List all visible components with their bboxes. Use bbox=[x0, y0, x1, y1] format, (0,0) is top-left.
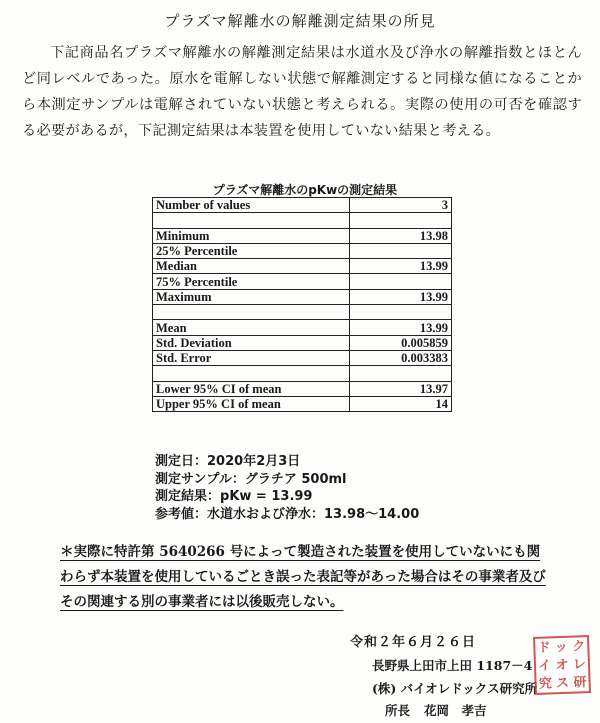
table-cell-value bbox=[350, 274, 452, 289]
representative-title: 所長 bbox=[385, 703, 411, 718]
table-cell-label: Number of values bbox=[153, 198, 350, 213]
seal-character: 究 bbox=[538, 675, 553, 692]
table-cell-value bbox=[350, 243, 452, 258]
table-cell-value: 0.003383 bbox=[350, 350, 452, 365]
sales-notice bbox=[60, 540, 550, 615]
table-row bbox=[153, 305, 452, 320]
measurement-info bbox=[155, 453, 419, 523]
table-cell-label: Median bbox=[153, 259, 350, 274]
table-caption: プラズマ解離水のpKwの測定結果 bbox=[212, 183, 398, 197]
table-cell-label: Std. Error bbox=[153, 350, 350, 365]
representative bbox=[385, 701, 487, 719]
table-cell-value: 13.99 bbox=[350, 320, 452, 335]
findings-paragraph: 下記商品名プラズマ解離水の解離測定結果は水道水及び浄水の解離指数とほとんど同レベルであった。原水を電解しない状態で解離測定すると同様な値になることから本測定サンプルは電解されていない状態と考えられる。実際の使用の可否を確認する必要があるが，下記測定結果は本装置を使用していない結果と考える。 bbox=[22, 45, 582, 139]
seal-character: オ bbox=[555, 657, 569, 673]
table-row bbox=[153, 289, 452, 304]
table-row bbox=[153, 320, 452, 335]
table-cell-value: 13.97 bbox=[350, 381, 452, 396]
table-cell-value: 13.99 bbox=[350, 259, 452, 274]
company-address: 長野県上田市上田 1187－4 bbox=[372, 658, 533, 673]
company-name: (株) バイオレドックス研究所 bbox=[372, 681, 538, 696]
table-cell-label: Lower 95% CI of mean bbox=[153, 381, 350, 396]
reference-value-label: 参考値： bbox=[155, 506, 208, 522]
table-cell-label bbox=[153, 366, 350, 381]
table-row bbox=[153, 366, 452, 381]
table-cell-label bbox=[153, 305, 350, 320]
table-cell-label bbox=[153, 213, 350, 228]
table-row bbox=[153, 335, 452, 350]
seal-character: ッ bbox=[554, 639, 569, 655]
measurement-result-label: 測定結果： bbox=[155, 489, 221, 504]
table-cell-label: Std. Deviation bbox=[153, 335, 350, 350]
measurement-sample-label: 測定サンプル： bbox=[155, 471, 245, 487]
table-cell-label: Maximum bbox=[153, 289, 350, 304]
table-cell-label: Mean bbox=[153, 320, 350, 335]
reference-value-value: 水道水および浄水：13.98～14.00 bbox=[207, 506, 420, 522]
table-row bbox=[153, 243, 452, 258]
table-cell-value bbox=[350, 366, 452, 381]
sales-notice-text: ＊実際に特許第 5640266 号によって製造された装置を使用していないにも関わらず本装置を使用しているごとき誤った表記等があった場合はその事業者及びその関連する別の事業者には以後販売しない。 bbox=[60, 544, 546, 610]
measurement-date-label: 測定日： bbox=[155, 454, 208, 469]
seal-character: イ bbox=[537, 657, 552, 674]
table-cell-label: 25% Percentile bbox=[153, 243, 350, 258]
table-cell-value: 0.005859 bbox=[350, 335, 452, 350]
document-title: プラズマ解離水の解離測定結果の所見 bbox=[164, 12, 436, 30]
measurement-sample-value: グラチア 500ml bbox=[244, 471, 347, 487]
reference-value bbox=[155, 506, 419, 524]
table-cell-value bbox=[350, 305, 452, 320]
table-cell-value: 14 bbox=[350, 396, 452, 411]
table-row bbox=[153, 213, 452, 228]
table-cell-value: 3 bbox=[350, 198, 452, 213]
measurement-result bbox=[155, 488, 419, 506]
pkw-results-table bbox=[152, 197, 452, 412]
table-cell-value: 13.98 bbox=[350, 228, 452, 243]
seal-character: 研 bbox=[573, 674, 587, 691]
issue-date: 令和２年６月２６日 bbox=[350, 635, 477, 650]
seal-character: ス bbox=[555, 675, 570, 691]
measurement-date bbox=[155, 453, 419, 471]
table-row bbox=[153, 198, 452, 213]
seal-character: レ bbox=[572, 656, 587, 673]
table-row bbox=[153, 381, 452, 396]
table-row bbox=[153, 274, 452, 289]
table-cell-value: 13.99 bbox=[350, 289, 452, 304]
table-cell-label: 75% Percentile bbox=[153, 274, 350, 289]
table-cell-value bbox=[350, 213, 452, 228]
measurement-sample bbox=[155, 471, 419, 489]
table-row bbox=[153, 228, 452, 243]
company-seal-stamp bbox=[533, 635, 591, 695]
seal-character: ド bbox=[537, 639, 551, 656]
table-row bbox=[153, 259, 452, 274]
measurement-result-value: pKw = 13.99 bbox=[220, 489, 313, 504]
table-cell-label: Upper 95% CI of mean bbox=[153, 396, 350, 411]
representative-name: 花岡 孝吉 bbox=[424, 703, 487, 718]
measurement-date-value: 2020年2月3日 bbox=[207, 454, 301, 469]
table-cell-label: Minimum bbox=[153, 228, 350, 243]
table-row bbox=[153, 350, 452, 365]
table-row bbox=[153, 396, 452, 411]
seal-character: ク bbox=[571, 638, 586, 655]
